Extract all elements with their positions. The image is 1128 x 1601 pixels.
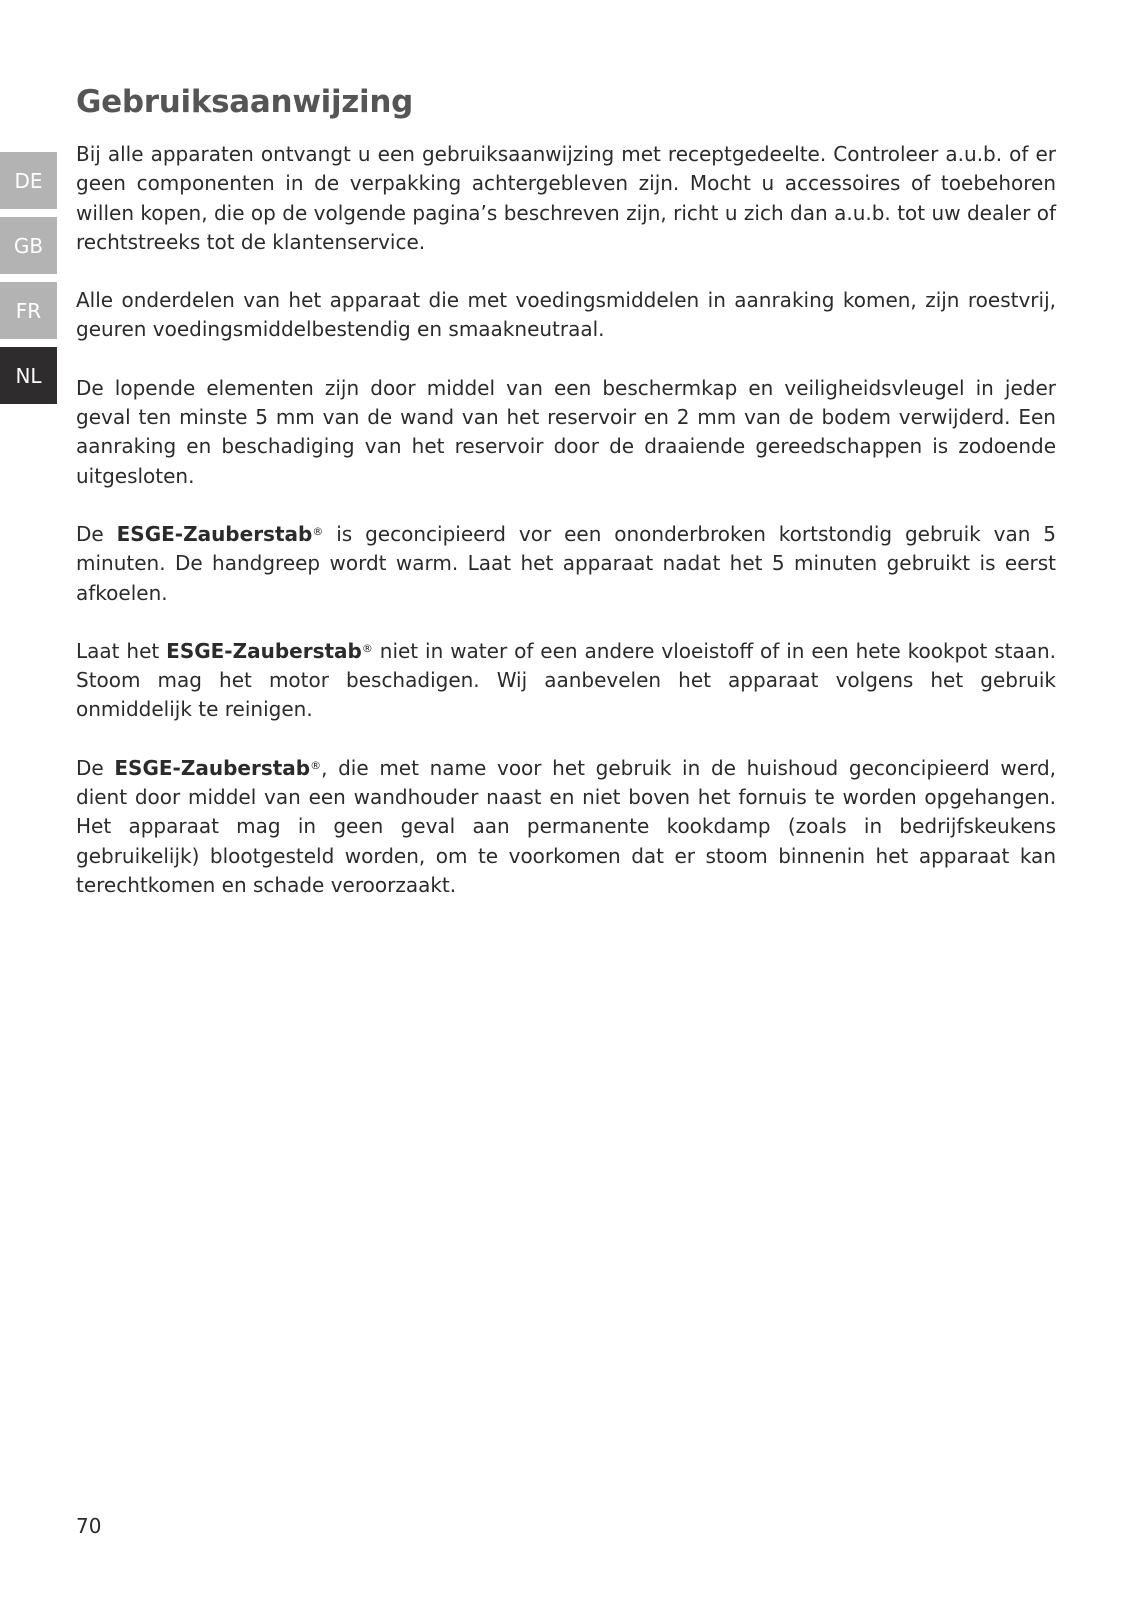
- paragraph-5-intro: Laat het: [76, 638, 160, 663]
- product-name: ESGE-Zauberstab: [114, 755, 311, 780]
- lang-tab-fr[interactable]: FR: [0, 282, 57, 339]
- page-title: Gebruiksaanwijzing: [76, 84, 414, 120]
- lang-tab-nl[interactable]: NL: [0, 347, 57, 404]
- product-name: ESGE-Zauberstab: [116, 521, 313, 546]
- paragraph-4-intro: De: [76, 521, 104, 546]
- paragraph-6-intro: De: [76, 755, 104, 780]
- paragraph-5-body: niet in water of een andere vloeistoff of in een hete kookpot staan. Stoom mag het motor beschadigen. Wij aanbevelen het apparaat volgens het gebruik onmiddelijk te reinigen.: [76, 638, 1057, 722]
- registered-mark: ®: [361, 641, 373, 655]
- paragraph-2: Alle onderdelen van het apparaat die met voedingsmiddelen in aanraking komen, zijn roestvrij, geuren voedingsmiddelbestendig en smaakneutraal.: [76, 288, 1056, 342]
- language-tabs: [0, 152, 57, 412]
- page-number: 70: [76, 1514, 102, 1538]
- paragraph-6-body: , die met name voor het gebruik in de huishoud geconcipieerd werd, dient door middel van een wandhouder naast en niet boven het fornuis te worden opgehangen. Het apparaat mag in geen geval aan permanente kookdamp (zoals in bedrijfskeukens gebruikelijk) blootgesteld worden, om te voorkomen dat er stoom binnenin het apparaat kan terechtkomen en schade veroorzaakt.: [76, 755, 1056, 897]
- lang-tab-gb[interactable]: GB: [0, 217, 57, 274]
- paragraph-6: [76, 754, 1056, 900]
- paragraph-4-body: is geconcipieerd vor een ononderbroken kortstondig gebruik van 5 minuten. De handgreep wordt warm. Laat het apparaat nadat het 5 minuten gebruikt is eerst afkoelen.: [76, 521, 1056, 605]
- paragraph-1: Bij alle apparaten ontvangt u een gebruiksaanwijzing met receptgedeelte. Controleer a.u.b. of er geen componenten in de verpakking achtergebleven zijn. Mocht u accessoires of toebehoren willen kopen, die op de volgende pagina’s beschreven zijn, richt u zich dan a.u.b. tot uw dealer of rechtstreeks tot de klantenservice.: [76, 142, 1056, 254]
- main-content: [76, 84, 1056, 929]
- paragraph-3: De lopende elementen zijn door middel van een beschermkap en veiligheidsvleugel in jeder geval ten minste 5 mm van de wand van het reservoir en 2 mm van de bodem verwijderd. Een aanraking en beschadiging van het reservoir door de draaiende gereedschappen is zodoende uitgesloten.: [76, 375, 1056, 488]
- registered-mark: ®: [310, 758, 322, 772]
- lang-tab-de[interactable]: DE: [0, 152, 57, 209]
- registered-mark: ®: [312, 524, 324, 538]
- paragraph-4: [76, 520, 1056, 608]
- product-name: ESGE-Zauberstab: [166, 638, 362, 663]
- paragraph-5: [76, 637, 1056, 725]
